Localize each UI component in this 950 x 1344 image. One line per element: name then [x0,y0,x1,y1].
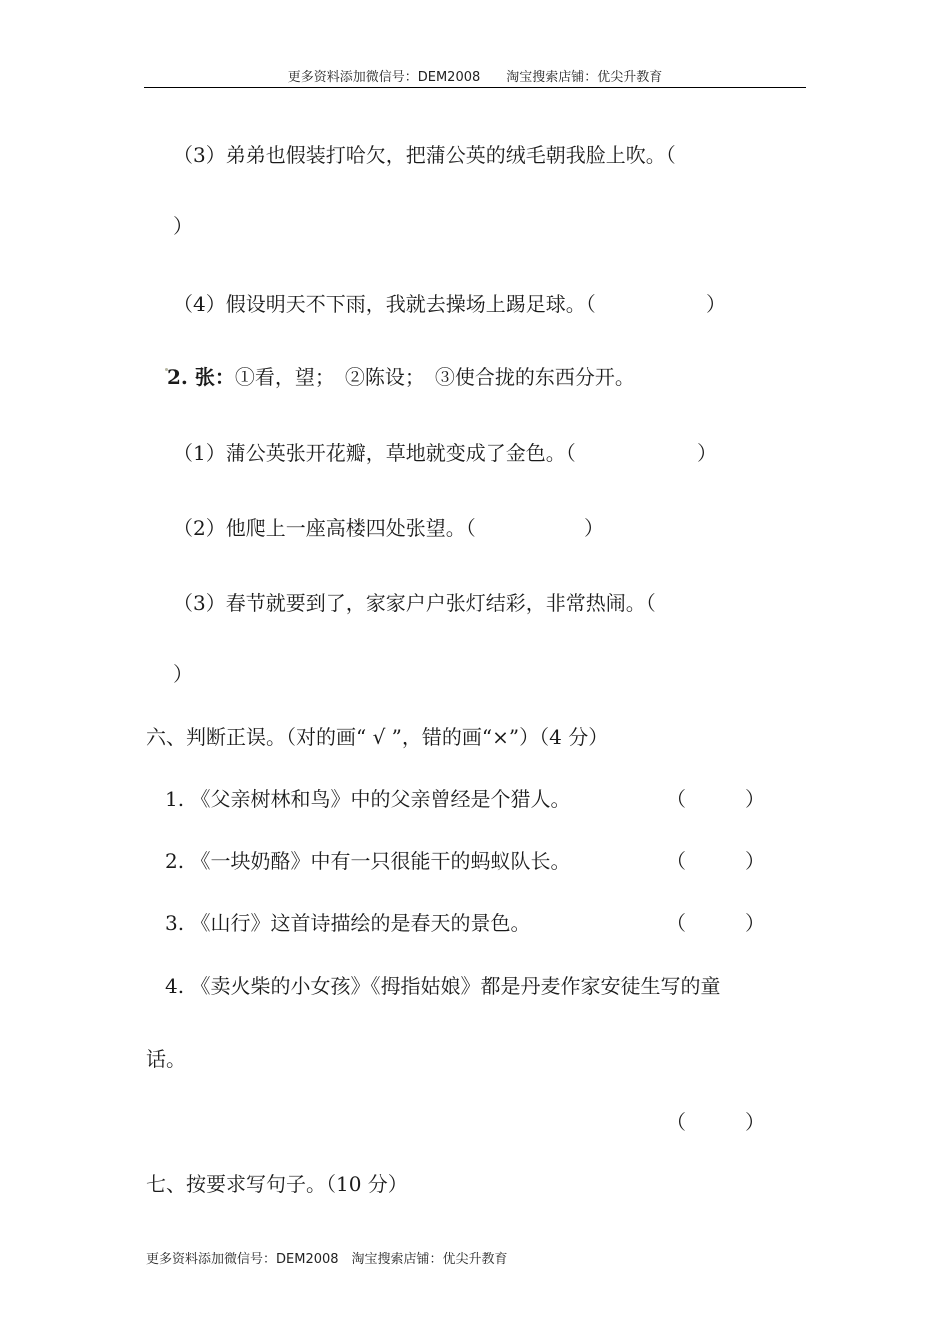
judge-item-3: 3. 《山行》这首诗描绘的是春天的景色。 [165,911,531,935]
question-3: （3）弟弟也假装打哈欠，把蒲公英的绒毛朝我脸上吹。（ [173,143,676,167]
page-footer: 更多资料添加微信号：DEM2008 淘宝搜索店铺：优尖升教育 [146,1252,508,1267]
judge-item-3-close-paren: ） [745,911,765,935]
judge-item-1-open-paren: （ [666,787,686,811]
item-2-options: ①看，望； ②陈设； ③使合拢的东西分开。 [234,365,635,389]
question-4: （4）假设明天不下雨，我就去操场上踢足球。（ [173,292,596,316]
judge-item-2-open-paren: （ [666,849,686,873]
judge-item-4: 4. 《卖火柴的小女孩》《拇指姑娘》都是丹麦作家安徒生写的童 [165,974,721,998]
judge-item-1: 1. 《父亲树林和鸟》中的父亲曾经是个猎人。 [165,787,571,811]
judge-item-4-continued: 话。 [146,1047,186,1071]
page-header: 更多资料添加微信号：DEM2008 淘宝搜索店铺：优尖升教育 [287,70,663,85]
item-2-question-2: （2）他爬上一座高楼四处张望。（ [173,516,476,540]
judge-item-4-open-paren: （ [666,1110,686,1134]
item-2-question-1-close-paren: ） [697,441,717,465]
item-2-label: 2. 张： [167,365,235,389]
judge-item-2: 2. 《一块奶酪》中有一只很能干的蚂蚁队长。 [165,849,571,873]
header-rule [144,87,806,88]
judge-item-4-close-paren: ） [745,1110,765,1134]
judge-item-3-open-paren: （ [666,911,686,935]
item-2-question-1: （1）蒲公英张开花瓣，草地就变成了金色。（ [173,441,576,465]
item-2 [167,367,635,387]
item-2-question-2-close-paren: ） [584,516,604,540]
judge-item-2-close-paren: ） [745,849,765,873]
section-7-title: 七、按要求写句子。（10 分） [146,1172,408,1196]
question-4-close-paren: ） [706,292,726,316]
question-3-close-paren: ） [173,214,193,238]
section-6-title: 六、判断正误。（对的画“ √ ”，错的画“×”）（4 分） [146,725,609,749]
judge-item-1-close-paren: ） [745,787,765,811]
item-2-question-3: （3）春节就要到了，家家户户张灯结彩，非常热闹。（ [173,591,656,615]
item-2-question-3-close-paren: ） [173,662,193,686]
